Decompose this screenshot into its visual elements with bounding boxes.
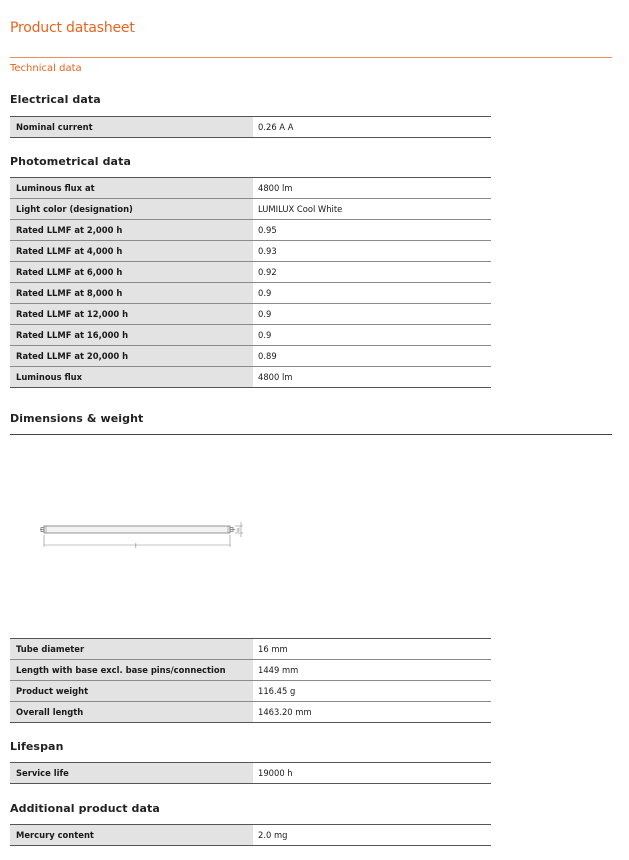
table-row (10, 220, 491, 241)
additional-table (10, 824, 491, 846)
section-title-dimensions: Dimensions & weight (10, 412, 144, 425)
length-dimension-line (44, 535, 230, 547)
row-value: 0.9 (253, 304, 491, 325)
row-value: 0.95 (253, 220, 491, 241)
table-row (10, 763, 491, 784)
table-row (10, 304, 491, 325)
row-label: Luminous flux at (10, 178, 253, 199)
row-value: 0.9 (253, 283, 491, 304)
length-dimension-label: l (135, 543, 137, 550)
table-row (10, 681, 491, 702)
row-label: Product weight (10, 681, 253, 702)
row-label: Rated LLMF at 6,000 h (10, 262, 253, 283)
row-value: 116.45 g (253, 681, 491, 702)
row-value: 0.89 (253, 346, 491, 367)
table-row (10, 178, 491, 199)
table-row (10, 346, 491, 367)
row-label: Nominal current (10, 117, 253, 138)
table-row (10, 199, 491, 220)
row-value: LUMILUX Cool White (253, 199, 491, 220)
row-value: 0.9 (253, 325, 491, 346)
electrical-table (10, 116, 491, 138)
lifespan-table (10, 762, 491, 784)
row-label: Rated LLMF at 16,000 h (10, 325, 253, 346)
row-label: Rated LLMF at 12,000 h (10, 304, 253, 325)
row-label: Light color (designation) (10, 199, 253, 220)
row-value: 1463.20 mm (253, 702, 491, 723)
table-row (10, 283, 491, 304)
table-row (10, 325, 491, 346)
row-label: Rated LLMF at 2,000 h (10, 220, 253, 241)
row-label: Rated LLMF at 4,000 h (10, 241, 253, 262)
dimensions-divider (10, 434, 612, 435)
row-value: 0.26 A A (253, 117, 491, 138)
row-label: Rated LLMF at 20,000 h (10, 346, 253, 367)
row-value: 19000 h (253, 763, 491, 784)
row-label: Tube diameter (10, 639, 253, 660)
row-value: 0.92 (253, 262, 491, 283)
row-label: Rated LLMF at 8,000 h (10, 283, 253, 304)
table-row (10, 117, 491, 138)
photometrical-table (10, 177, 491, 388)
dimensions-table (10, 638, 491, 723)
table-row (10, 660, 491, 681)
row-value: 2.0 mg (253, 825, 491, 846)
tube-dimension-drawing (36, 518, 248, 552)
table-row (10, 262, 491, 283)
row-value: 4800 lm (253, 367, 491, 388)
row-label: Service life (10, 763, 253, 784)
section-title-additional: Additional product data (10, 802, 160, 815)
table-row (10, 367, 491, 388)
row-value: 1449 mm (253, 660, 491, 681)
title-divider (10, 57, 612, 58)
table-row (10, 639, 491, 660)
tube-shape (40, 526, 235, 533)
section-title-electrical: Electrical data (10, 93, 101, 106)
diameter-dimension-label: d (236, 527, 240, 534)
table-row (10, 241, 491, 262)
row-label: Overall length (10, 702, 253, 723)
page-subtitle: Technical data (10, 63, 82, 74)
row-label: Mercury content (10, 825, 253, 846)
row-value: 4800 lm (253, 178, 491, 199)
row-label: Luminous flux (10, 367, 253, 388)
page-title: Product datasheet (10, 20, 135, 36)
row-value: 0.93 (253, 241, 491, 262)
row-value: 16 mm (253, 639, 491, 660)
table-row (10, 702, 491, 723)
row-label: Length with base excl. base pins/connection (10, 660, 253, 681)
table-row (10, 825, 491, 846)
section-title-photometrical: Photometrical data (10, 155, 131, 168)
section-title-lifespan: Lifespan (10, 740, 64, 753)
